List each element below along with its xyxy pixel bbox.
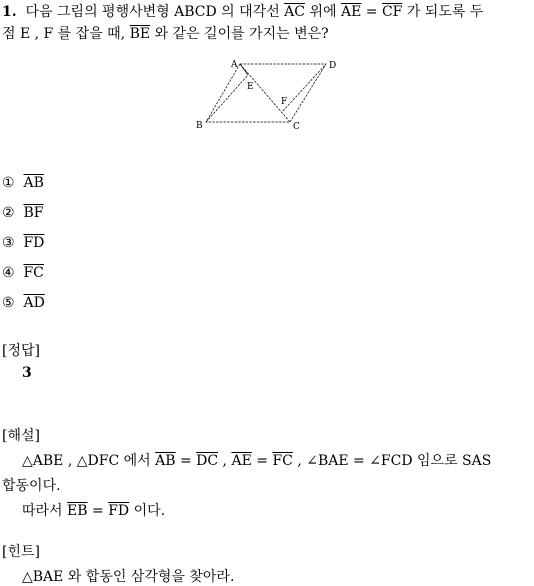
segment-cf: $\overline{CF}$ bbox=[381, 4, 403, 20]
choice-1[interactable] bbox=[2, 175, 44, 191]
explanation-line-1 bbox=[22, 450, 491, 470]
segment-ae: $\overline{AE}$ bbox=[231, 453, 252, 469]
equals-sign: = bbox=[361, 4, 382, 20]
question-text: 다음 그림의 평행사변형 ABCD 의 대각선 bbox=[25, 4, 285, 20]
equals-sign: = bbox=[87, 503, 109, 519]
explanation-text: , ∠BAE = ∠FCD 임으로 SAS bbox=[292, 453, 492, 469]
explanation-text: △ABE , △DFC 에서 bbox=[22, 453, 156, 469]
choice-segment: $\overline{AD}$ bbox=[23, 295, 45, 311]
segment-ab: $\overline{AB}$ bbox=[155, 453, 176, 469]
segment-fd: $\overline{FD}$ bbox=[108, 503, 130, 519]
question-text: 가 되도록 두 bbox=[402, 4, 484, 20]
choice-4[interactable] bbox=[2, 265, 44, 281]
equals-sign: = bbox=[175, 453, 197, 469]
segment-ac: $\overline{AC}$ bbox=[284, 4, 305, 20]
hint-text: △BAE 와 합동인 삼각형을 찾아라. bbox=[22, 569, 235, 585]
choice-number: ③ bbox=[2, 235, 15, 251]
choice-number: ④ bbox=[2, 265, 15, 281]
parallelogram bbox=[206, 64, 326, 122]
question-line-2 bbox=[2, 22, 329, 46]
choice-number: ⑤ bbox=[2, 295, 15, 311]
explanation-text: 따라서 bbox=[22, 503, 68, 519]
explanation-line-2: 합동이다. bbox=[2, 478, 61, 494]
question-number: 1. bbox=[2, 4, 17, 20]
choice-3[interactable] bbox=[2, 235, 44, 251]
diagonal-ac bbox=[240, 64, 290, 122]
answer-heading: [정답] bbox=[2, 343, 40, 359]
question-line-1 bbox=[2, 0, 483, 24]
choice-segment: $\overline{BF}$ bbox=[23, 205, 44, 221]
choice-number: ① bbox=[2, 175, 15, 191]
comma: , bbox=[218, 453, 232, 469]
segment-be-line bbox=[206, 75, 248, 122]
label-b: B bbox=[196, 121, 203, 131]
choice-number: ② bbox=[2, 205, 15, 221]
question-text: 점 E , F 를 잡을 때, bbox=[2, 26, 130, 42]
segment-eb: $\overline{EB}$ bbox=[67, 503, 88, 519]
parallelogram-figure bbox=[190, 56, 350, 136]
question-text: 위에 bbox=[305, 4, 341, 20]
segment-fc: $\overline{FC}$ bbox=[272, 453, 293, 469]
choice-segment: $\overline{AB}$ bbox=[23, 175, 44, 191]
hint-heading: [힌트] bbox=[2, 544, 40, 560]
label-d: D bbox=[329, 61, 337, 71]
choice-2[interactable] bbox=[2, 205, 43, 221]
segment-ae: $\overline{AE}$ bbox=[340, 4, 362, 20]
label-c: C bbox=[293, 122, 300, 132]
segment-be: $\overline{BE}$ bbox=[129, 26, 151, 42]
choice-segment: $\overline{FD}$ bbox=[23, 235, 45, 251]
answer-value: 3 bbox=[22, 365, 32, 381]
choice-5[interactable] bbox=[2, 295, 45, 311]
label-f: F bbox=[281, 97, 288, 107]
segment-ae-line bbox=[240, 64, 248, 75]
explanation-text: 이다. bbox=[129, 503, 166, 519]
equals-sign: = bbox=[251, 453, 273, 469]
question-text: 와 같은 길이를 가지는 변은? bbox=[150, 26, 329, 42]
explanation-heading: [해설] bbox=[2, 428, 40, 444]
segment-dc: $\overline{DC}$ bbox=[196, 453, 219, 469]
label-e: E bbox=[247, 82, 254, 92]
explanation-line-3 bbox=[22, 500, 165, 520]
label-a: A bbox=[231, 60, 238, 70]
choice-segment: $\overline{FC}$ bbox=[23, 265, 44, 281]
segment-fd-line bbox=[283, 64, 326, 111]
